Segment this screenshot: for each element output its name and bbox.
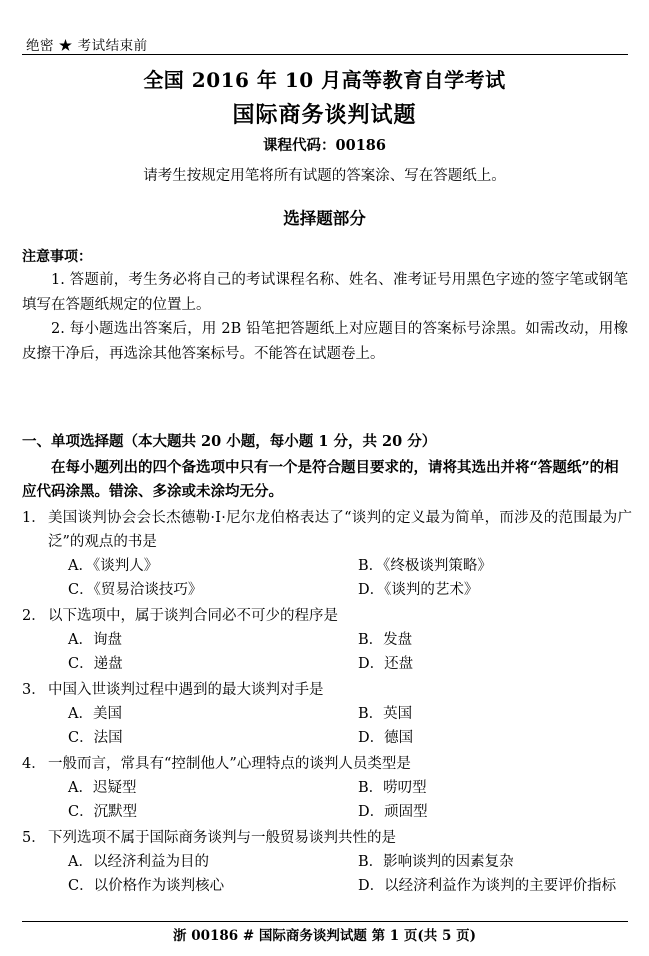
question-item	[22, 826, 632, 898]
option-a[interactable]: A．迟疑型	[68, 780, 137, 796]
exam-title: 全国 2016 年 10 月高等教育自学考试	[143, 68, 506, 92]
paper-title: 国际商务谈判试题	[232, 102, 417, 128]
question-number: 4．	[22, 756, 46, 772]
note-item: 2. 每小题选出答案后，用 2B 铅笔把答题纸上对应题目的答案标号涂黑。如需改动，用橡皮擦干净后，再选涂其他答案标号。不能答在试题卷上。	[22, 321, 628, 362]
big-question-description: 在每小题列出的四个备选项中只有一个是符合题目要求的，请将其选出并将“答题纸”的相应代码涂黑。错涂、多涂或未涂均无分。	[22, 459, 619, 500]
section-title: 选择题部分	[283, 209, 366, 228]
option-b[interactable]: B．发盘	[358, 632, 413, 648]
option-c[interactable]: C．《贸易洽谈技巧》	[68, 582, 203, 598]
option-c[interactable]: C．以价格作为谈判核心	[68, 878, 225, 894]
note-item: 1. 答题前，考生务必将自己的考试课程名称、姓名、准考证号用黑色字迹的签字笔或钢笔填写在答题纸规定的位置上。	[22, 272, 628, 313]
question-options	[22, 628, 632, 676]
question-text: 美国谈判协会会长杰德勒·Ⅰ·尼尔龙伯格表达了“谈判的定义最为简单，而涉及的范围最为广泛”的观点的书是	[48, 510, 632, 550]
exam-instruction: 请考生按规定用笔将所有试题的答案涂、写在答题纸上。	[143, 168, 506, 184]
question-list	[22, 506, 632, 900]
question-stem-row	[22, 678, 632, 702]
big-question-header	[22, 430, 628, 504]
question-number: 5．	[22, 830, 46, 846]
option-b[interactable]: B．英国	[358, 706, 413, 722]
question-stem-row	[22, 604, 632, 628]
question-item	[22, 506, 632, 602]
question-text: 中国入世谈判过程中遇到的最大谈判对手是	[48, 682, 324, 698]
option-a[interactable]: A．《谈判人》	[68, 558, 159, 574]
question-text: 一般而言，常具有“控制他人”心理特点的谈判人员类型是	[48, 756, 411, 772]
question-text: 下列选项不属于国际商务谈判与一般贸易谈判共性的是	[48, 830, 396, 846]
header-divider	[22, 54, 628, 55]
option-b[interactable]: B．唠叨型	[358, 780, 427, 796]
option-a[interactable]: A．以经济利益为目的	[68, 854, 209, 870]
option-d[interactable]: D．还盘	[358, 656, 414, 672]
question-stem-row	[22, 506, 632, 554]
option-c[interactable]: C．沉默型	[68, 804, 138, 820]
option-d[interactable]: D．《谈判的艺术》	[358, 582, 479, 598]
course-code: 课程代码：00186	[263, 137, 386, 154]
option-c[interactable]: C．法国	[68, 730, 123, 746]
question-item	[22, 604, 632, 676]
secret-label: 绝密 ★ 考试结束前	[26, 38, 148, 54]
question-options	[22, 776, 632, 824]
option-d[interactable]: D．顽固型	[358, 804, 428, 820]
option-d[interactable]: D．以经济利益作为谈判的主要评价指标	[358, 878, 617, 894]
option-d[interactable]: D．德国	[358, 730, 414, 746]
question-item	[22, 678, 632, 750]
page-footer: 浙 00186 # 国际商务谈判试题 第 1 页(共 5 页)	[173, 928, 476, 944]
question-number: 1．	[22, 510, 46, 526]
option-b[interactable]: B．《终极谈判策略》	[358, 558, 492, 574]
option-a[interactable]: A．询盘	[68, 632, 122, 648]
question-options	[22, 850, 632, 898]
big-question-title: 一、单项选择题（本大题共 20 小题，每小题 1 分，共 20 分）	[22, 433, 437, 450]
question-text: 以下选项中，属于谈判合同必不可少的程序是	[48, 608, 338, 624]
question-number: 3．	[22, 682, 46, 698]
question-item	[22, 752, 632, 824]
question-options	[22, 554, 632, 602]
question-stem-row	[22, 826, 632, 850]
question-stem-row	[22, 752, 632, 776]
option-c[interactable]: C．递盘	[68, 656, 123, 672]
option-b[interactable]: B．影响谈判的因素复杂	[358, 854, 514, 870]
question-options	[22, 702, 632, 750]
option-a[interactable]: A．美国	[68, 706, 122, 722]
footer-divider	[22, 921, 628, 922]
notes-heading: 注意事项：	[22, 249, 92, 265]
question-number: 2．	[22, 608, 46, 624]
notes-list	[22, 268, 628, 366]
